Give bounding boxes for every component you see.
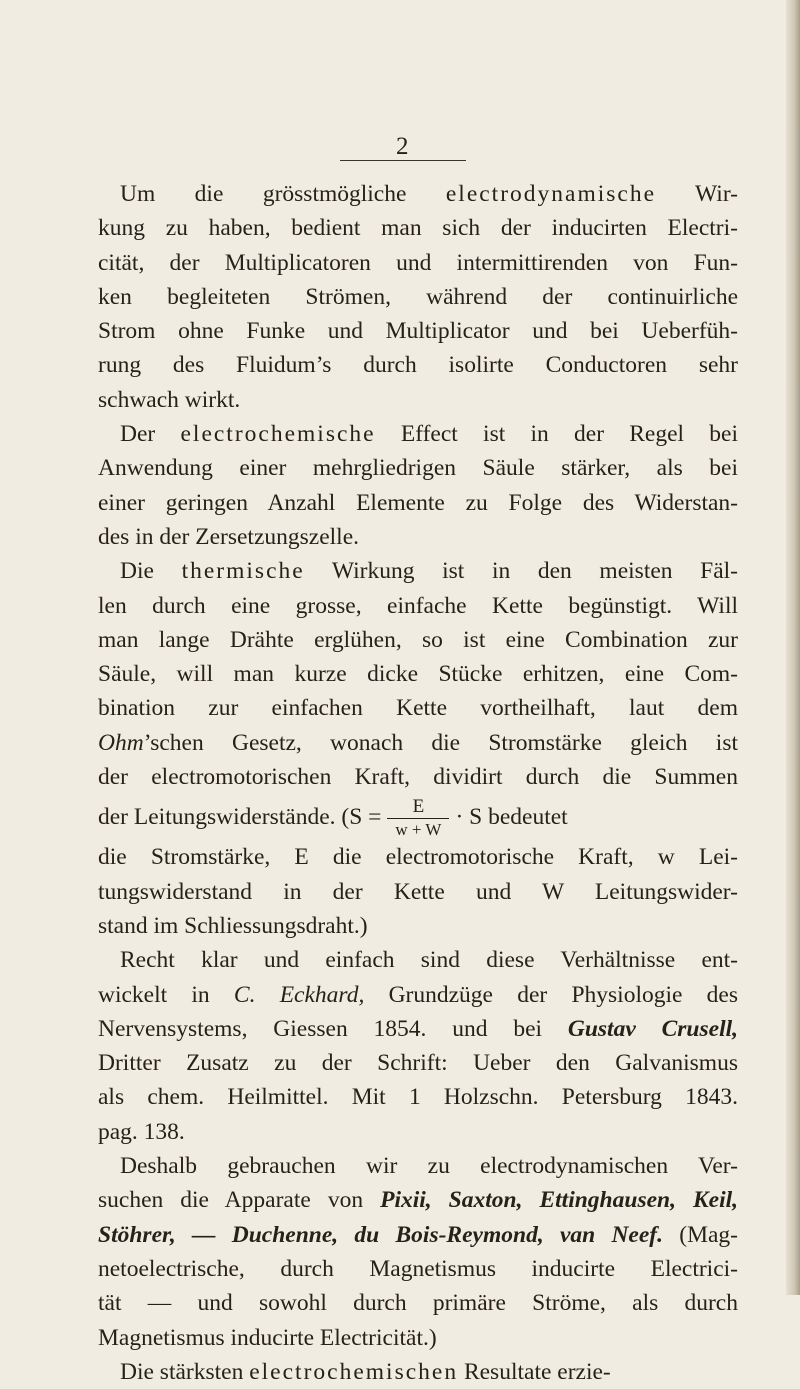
text-line: Nervensystems, Giessen 1854. und bei Gustav Crusell, xyxy=(98,1015,739,1042)
text-line: ken begleiteten Strömen, während der continuirliche xyxy=(98,283,738,310)
text-line: pag. 138. xyxy=(98,1118,185,1145)
text-line: die Stromstärke, E die electromotorische Kraft, w Lei- xyxy=(98,844,738,871)
page-edge xyxy=(786,0,800,1295)
text-line: bination zur einfachen Kette vortheilhaft, laut dem xyxy=(98,695,738,722)
text-line: man lange Drähte erglühen, so ist eine Combination zur xyxy=(98,626,738,653)
text-line: stand im Schliessungsdraht.) xyxy=(98,912,368,939)
text-line: Die stärksten electrochemischen Resultate erzie- xyxy=(120,1358,611,1385)
text-line: kung zu haben, bedient man sich der inducirten Electri- xyxy=(98,215,738,242)
text-line: des in der Zersetzungszelle. xyxy=(98,523,360,550)
text-line: Magnetismus inducirte Electricität.) xyxy=(98,1324,437,1351)
text-line: der electromotorischen Kraft, dividirt durch die Summen xyxy=(98,764,738,791)
page-number: 2 xyxy=(396,133,409,160)
body-text xyxy=(98,177,738,1389)
text-line: rung des Fluidum’s durch isolirte Conductoren sehr xyxy=(98,352,738,379)
text-line: Die thermische Wirkung ist in den meisten Fäl- xyxy=(120,558,739,585)
fraction-numerator: E xyxy=(412,795,425,817)
text-line: einer geringen Anzahl Elemente zu Folge des Widerstan- xyxy=(98,489,738,516)
text-line: Dritter Zusatz zu der Schrift: Ueber den Galvanismus xyxy=(98,1050,738,1077)
text-line: wickelt in C. Eckhard, Grundzüge der Physiologie des xyxy=(98,981,738,1008)
header-rule xyxy=(340,160,466,161)
text-line: Säule, will man kurze dicke Stücke erhitzen, eine Com- xyxy=(98,661,738,688)
text-line: Stöhrer, — Duchenne, du Bois-Reymond, van Neef. (Mag- xyxy=(98,1221,738,1248)
text-line: Um die grösstmögliche electrodynamische Wir- xyxy=(120,181,738,207)
text-line: suchen die Apparate von Pixii, Saxton, Ettinghausen, Keil, xyxy=(98,1187,739,1214)
ohm-law-fraction xyxy=(387,797,449,838)
text-line: cität, der Multiplicatoren und intermittirenden von Fun- xyxy=(98,249,738,276)
text-line: Anwendung einer mehrgliedrigen Säule stärker, als bei xyxy=(98,455,738,482)
text-line: als chem. Heilmittel. Mit 1 Holzschn. Petersburg 1843. xyxy=(98,1084,738,1111)
text-line: Ohm’schen Gesetz, wonach die Stromstärke gleich ist xyxy=(98,729,738,756)
text-line: Der electrochemische Effect ist in der Regel bei xyxy=(120,421,739,448)
text-line: Recht klar und einfach sind diese Verhältnisse ent- xyxy=(120,947,738,974)
text-line: len durch eine grosse, einfache Kette begünstigt. Will xyxy=(98,592,738,619)
text-line: tät — und sowohl durch primäre Ströme, als durch xyxy=(98,1290,738,1317)
fraction-denominator: w + W xyxy=(395,819,442,839)
text-line: Strom ohne Funke und Multiplicator und bei Ueberfüh- xyxy=(98,318,738,345)
text-line: netoelectrische, durch Magnetismus inducirte Electrici- xyxy=(98,1255,738,1282)
formula-line: der Leitungswiderstände. (S = $\frac{E}{w + W}$ · S bedeutet xyxy=(98,795,568,839)
text-line: schwach wirkt. xyxy=(98,386,241,413)
text-line: tungswiderstand in der Kette und W Leitungswider- xyxy=(98,878,738,905)
text-line: Deshalb gebrauchen wir zu electrodynamischen Ver- xyxy=(120,1153,738,1180)
